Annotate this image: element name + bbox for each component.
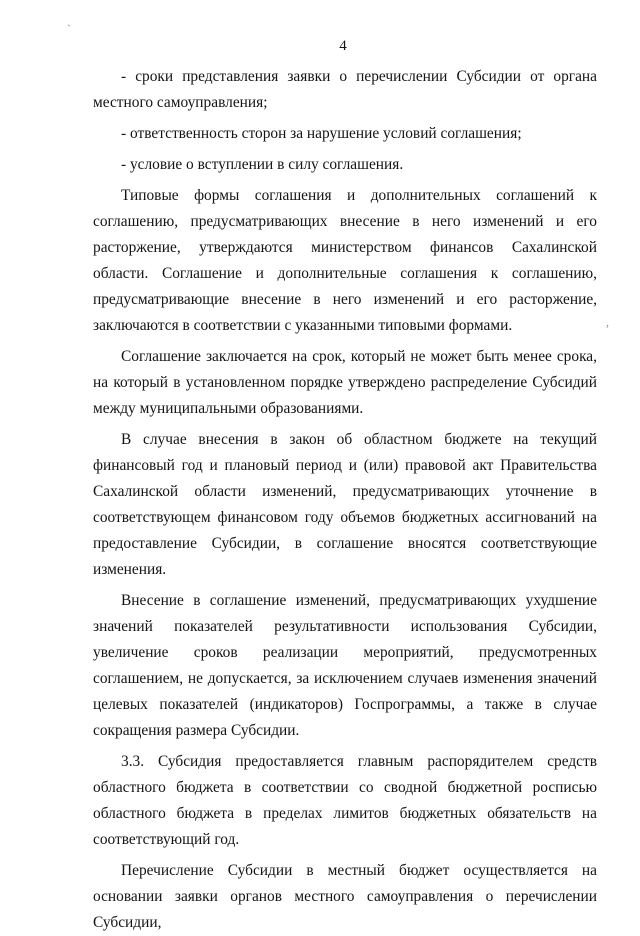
document-body [93, 64, 597, 936]
scan-speck: ` [67, 22, 71, 36]
paragraph-deadlines: - сроки представления заявки о перечислении Субсидии от органа местного самоуправления; [93, 68, 597, 111]
paragraph-amendment-restrictions: Внесение в соглашение изменений, предусматривающих ухудшение значений показателей результативности использования Субсидии, увеличение сроков реализации мероприятий, предусмотренных соглашением, не допускается, за исключением случаев изменения значений целевых показателей (индикаторов) Госпрограммы, а также в случае сокращения размера Субсидии. [93, 592, 597, 739]
page-number: 4 [339, 38, 347, 54]
paragraph-responsibility: - ответственность сторон за нарушение условий соглашения; [121, 125, 522, 142]
paragraph-section-3-3: 3.3. Субсидия предоставляется главным распорядителем средств областного бюджета в соответствии со сводной бюджетной росписью областного бюджета в пределах лимитов бюджетных обязательств на соответствующий год. [93, 753, 597, 848]
paragraph-agreement-term: Соглашение заключается на срок, который не может быть менее срока, на который в установленном порядке утверждено распределение Субсидий между муниципальными образованиями. [93, 348, 597, 417]
paragraph-transfer: Перечисление Субсидии в местный бюджет осуществляется на основании заявки органов местного самоуправления о перечислении Субсидии, [93, 862, 597, 931]
paragraph-standard-forms: Типовые формы соглашения и дополнительных соглашений к соглашению, предусматривающих внесение в него изменений и его расторжение, утверждаются министерством финансов Сахалинской области. Соглашение и дополнительные соглашения к соглашению, предусматривающие внесение в него изменений и его расторжение, заключаются в соответствии с указанными типовыми формами. [93, 187, 597, 334]
paragraph-entry-into-force: - условие о вступлении в силу соглашения. [121, 156, 404, 173]
scan-speck: , [606, 315, 609, 329]
paragraph-budget-changes: В случае внесения в закон об областном бюджете на текущий финансовый год и плановый период и (или) правовой акт Правительства Сахалинской области изменений, предусматривающих уточнение в соответствующем финансовом году объемов бюджетных ассигнований на предоставление Субсидии, в соглашение вносятся соответствующие изменения. [93, 431, 597, 578]
